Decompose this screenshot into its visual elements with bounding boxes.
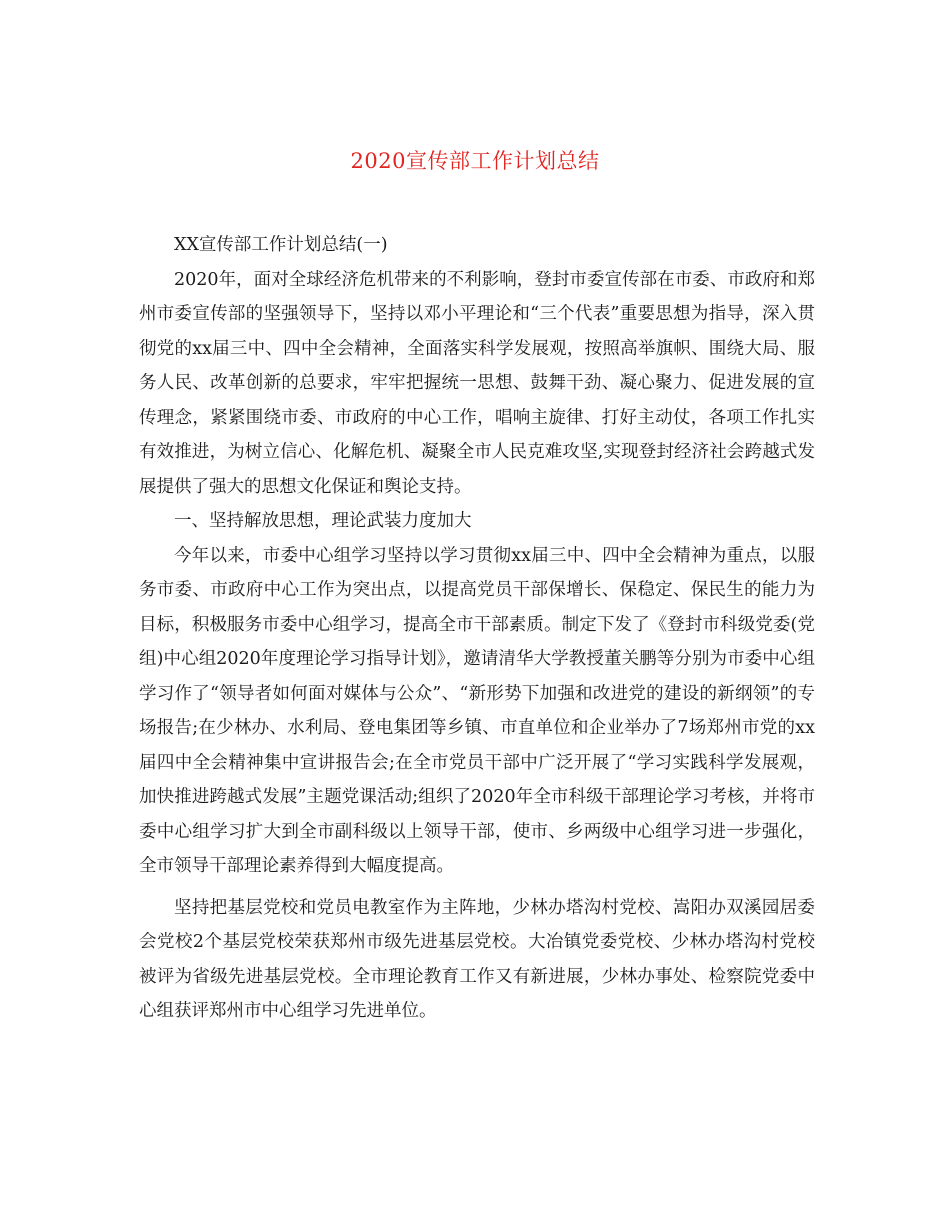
subsection-heading: 一、坚持解放思想，理论武装力度加大 (174, 511, 472, 531)
intro-paragraph: 2020年，面对全球经济危机带来的不利影响，登封市委宣传部在市委、市政府和郑州市委宣传部的坚强领导下，坚持以邓小平理论和“三个代表”重要思想为指导，深入贯彻党的xx届三中、四中全会精神，全面落实科学发展观，按照高举旗帜、围绕大局、服务人民、改革创新的总要求，牢牢把握统一思想、鼓舞干劲、凝心聚力、促进发展的宣传理念，紧紧围绕市委、市政府的中心工作，唱响主旋律、打好主动仗，各项工作扎实有效推进，为树立信心、化解危机、凝聚全市人民克难攻坚,实现登封经济社会跨越式发展提供了强大的思想文化保证和舆论支持。 (139, 269, 815, 497)
document-title: 2020宣传部工作计划总结 (350, 149, 600, 173)
body-paragraph: 今年以来，市委中心组学习坚持以学习贯彻xx届三中、四中全会精神为重点，以服务市委、市政府中心工作为突出点，以提高党员干部保增长、保稳定、保民生的能力为目标，积极服务市委中心组学习，提高全市干部素质。制定下发了《登封市科级党委(党组)中心组2020年度理论学习指导计划》，邀请清华大学教授董关鹏等分别为市委中心组学习作了“领导者如何面对媒体与公众”、“新形势下加强和改进党的建设的新纲领”的专场报告;在少林办、水利局、登电集团等乡镇、市直单位和企业举办了7场郑州市党的xx届四中全会精神集中宣讲报告会;在全市党员干部中广泛开展了“学习实践科学发展观，加快推进跨越式发展”主题党课活动;组织了2020年全市科级干部理论学习考核，并将市委中心组学习扩大到全市副科级以上领导干部，使市、乡两级中心组学习进一步强化，全市领导干部理论素养得到大幅度提高。 (139, 545, 815, 876)
document-body (139, 228, 815, 1029)
body-paragraph: 坚持把基层党校和党员电教室作为主阵地，少林办塔沟村党校、嵩阳办双溪园居委会党校2个基层党校荣获郑州市级先进基层党校。大冶镇党委党校、少林办塔沟村党校被评为省级先进基层党校。全市理论教育工作又有新进展，少林办事处、检察院党委中心组获评郑州市中心组学习先进单位。 (139, 897, 815, 1021)
section-heading: XX宣传部工作计划总结(一) (174, 235, 388, 255)
